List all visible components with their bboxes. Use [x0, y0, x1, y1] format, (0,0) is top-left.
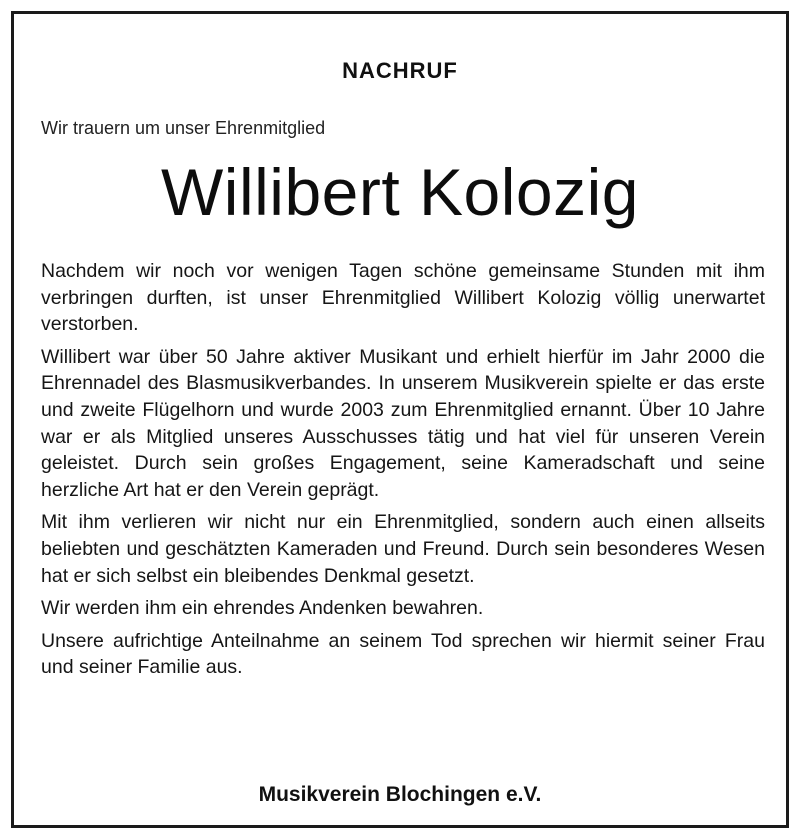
obituary-text: [41, 258, 765, 687]
paragraph: Mit ihm verlieren wir nicht nur ein Ehrenmitglied, sondern auch einen allseits beliebten und geschätzten Kameraden und Freund. Durch sein besonderes Wesen hat er sich selbst ein bleibendes Denkmal gesetzt.: [41, 511, 765, 587]
paragraph: Willibert war über 50 Jahre aktiver Musikant und erhielt hierfür im Jahr 2000 die Ehrennadel des Blasmusikverbandes. In unserem Musikverein spielte er das erste und zweite Flügelhorn und wurde 2003 zum Ehrenmitglied ernannt. Über 10 Jahre war er als Mitglied unseres Ausschusses tätig und hat viel für unseren Verein geleistet. Durch sein großes Engagement, seine Kameradschaft und seine herzliche Art hat er den Verein geprägt.: [41, 345, 765, 501]
signature: Musikverein Blochingen e.V.: [258, 783, 542, 806]
paragraph: Wir werden ihm ein ehrendes Andenken bewahren.: [41, 597, 484, 620]
intro-line: Wir trauern um unser Ehrenmitglied: [41, 118, 326, 138]
deceased-name: Willibert Kolozig: [161, 155, 639, 229]
paragraph: Nachdem wir noch vor wenigen Tagen schöne gemeinsame Stunden mit ihm verbringen durften, ist unser Ehrenmitglied Willibert Kolozig völlig unerwartet verstorben.: [41, 260, 765, 336]
obituary-frame: [11, 11, 789, 828]
paragraph: Unsere aufrichtige Anteilnahme an seinem Tod sprechen wir hiermit seiner Frau und seiner Familie aus.: [41, 629, 765, 679]
notice-heading: NACHRUF: [342, 58, 458, 83]
